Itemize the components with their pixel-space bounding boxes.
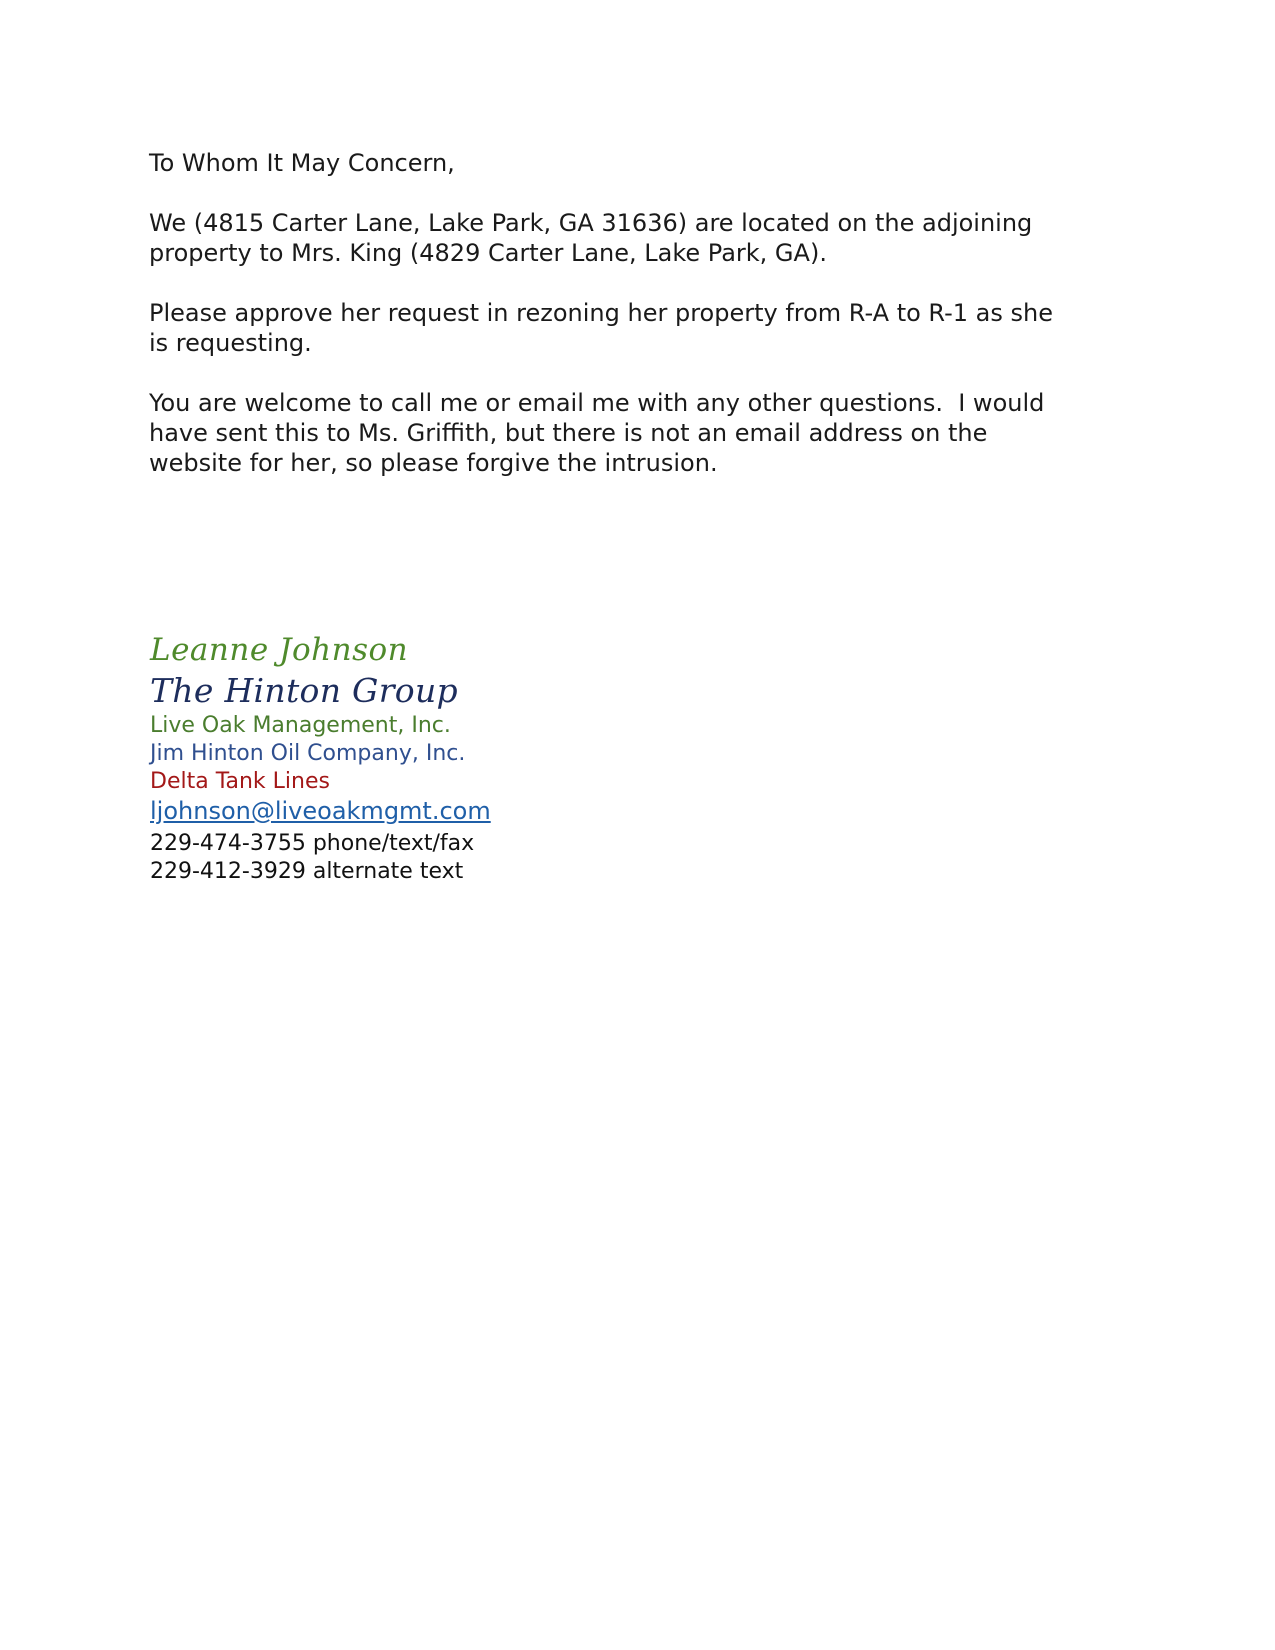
company-live-oak: Live Oak Management, Inc.: [150, 713, 451, 738]
signature-block: [150, 630, 850, 886]
paragraph-rezoning-request: Please approve her request in rezoning her property from R-A to R-1 as she is requesting.: [149, 299, 1053, 357]
letter-body: [149, 148, 1129, 508]
company-jim-hinton-oil: Jim Hinton Oil Company, Inc.: [150, 741, 466, 766]
company-delta-tank: Delta Tank Lines: [150, 769, 330, 794]
phone-primary: 229-474-3755 phone/text/fax: [150, 831, 475, 856]
signature-name: Leanne Johnson: [150, 632, 409, 668]
paragraph-adjoining-property: We (4815 Carter Lane, Lake Park, GA 31636) are located on the adjoining property to Mrs. King (4829 Carter Lane, Lake Park, GA).: [149, 209, 1033, 267]
signature-group: The Hinton Group: [150, 671, 458, 710]
paragraph-contact-note: You are welcome to call me or email me with any other questions. I would have sent this to Ms. Griffith, but there is not an email address on the website for her, so please forgive the intrusion.: [149, 389, 1045, 477]
phone-alternate: 229-412-3929 alternate text: [150, 859, 464, 884]
email-link[interactable]: ljohnson@liveoakmgmt.com: [150, 797, 491, 825]
salutation: To Whom It May Concern,: [149, 149, 455, 177]
